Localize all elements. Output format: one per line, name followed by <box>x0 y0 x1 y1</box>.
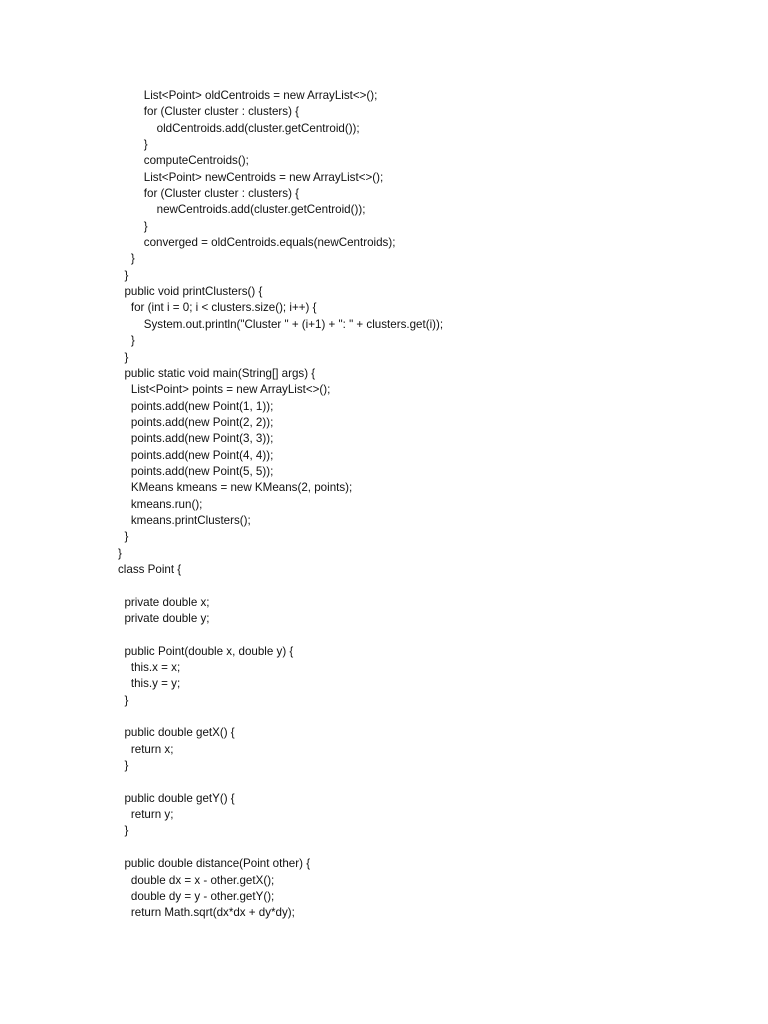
code-line: points.add(new Point(5, 5)); <box>118 464 274 478</box>
code-line: return x; <box>118 742 174 756</box>
code-line: return y; <box>118 808 174 822</box>
code-line: public double getX() { <box>118 726 235 740</box>
code-line: class Point { <box>118 562 182 576</box>
code-line: } <box>118 252 135 266</box>
code-line: System.out.println("Cluster " + (i+1) + ": " + clusters.get(i)); <box>118 317 444 331</box>
code-listing <box>118 88 443 922</box>
code-line <box>118 578 443 594</box>
code-line: converged = oldCentroids.equals(newCentroids); <box>118 236 396 250</box>
code-line: } <box>118 693 129 707</box>
code-line: oldCentroids.add(cluster.getCentroid()); <box>118 121 360 135</box>
code-line: private double y; <box>118 612 210 625</box>
code-line: this.x = x; <box>118 661 181 675</box>
code-line: public Point(double x, double y) { <box>118 644 294 658</box>
code-line: } <box>118 824 129 838</box>
code-line: kmeans.printClusters(); <box>118 513 251 527</box>
code-line: computeCentroids(); <box>118 154 249 168</box>
code-line: for (int i = 0; i < clusters.size(); i++) { <box>118 301 317 315</box>
code-line: points.add(new Point(2, 2)); <box>118 415 274 429</box>
code-line: points.add(new Point(4, 4)); <box>118 448 274 462</box>
code-line: return Math.sqrt(dx*dx + dy*dy); <box>118 906 295 920</box>
code-line: List<Point> points = new ArrayList<>(); <box>118 383 331 397</box>
code-line: this.y = y; <box>118 677 181 691</box>
code-line: List<Point> oldCentroids = new ArrayList<>(); <box>118 89 378 102</box>
code-line: } <box>118 138 148 152</box>
code-line: points.add(new Point(3, 3)); <box>118 432 274 446</box>
code-line: public double getY() { <box>118 791 235 805</box>
code-line: } <box>118 530 129 544</box>
code-line: List<Point> newCentroids = new ArrayList<>(); <box>118 170 384 184</box>
code-line: } <box>118 350 129 364</box>
code-line: } <box>118 334 135 348</box>
code-line: KMeans kmeans = new KMeans(2, points); <box>118 481 353 495</box>
code-line: public double distance(Point other) { <box>118 857 311 871</box>
code-line <box>118 627 443 643</box>
code-line: double dy = y - other.getY(); <box>118 889 275 903</box>
code-line: points.add(new Point(1, 1)); <box>118 399 274 413</box>
code-line <box>118 709 443 725</box>
code-line: } <box>118 268 129 282</box>
code-line: } <box>118 219 148 233</box>
code-line: for (Cluster cluster : clusters) { <box>118 187 300 201</box>
code-line: private double x; <box>118 595 210 609</box>
code-line: for (Cluster cluster : clusters) { <box>118 105 300 119</box>
code-line: newCentroids.add(cluster.getCentroid()); <box>118 203 366 217</box>
code-line: kmeans.run(); <box>118 497 203 511</box>
code-line <box>118 840 443 856</box>
code-line: } <box>118 759 129 773</box>
code-line <box>118 774 443 790</box>
code-line: double dx = x - other.getX(); <box>118 873 275 887</box>
code-line: } <box>118 546 122 560</box>
code-line: public void printClusters() { <box>118 285 263 299</box>
code-line: public static void main(String[] args) { <box>118 366 316 380</box>
